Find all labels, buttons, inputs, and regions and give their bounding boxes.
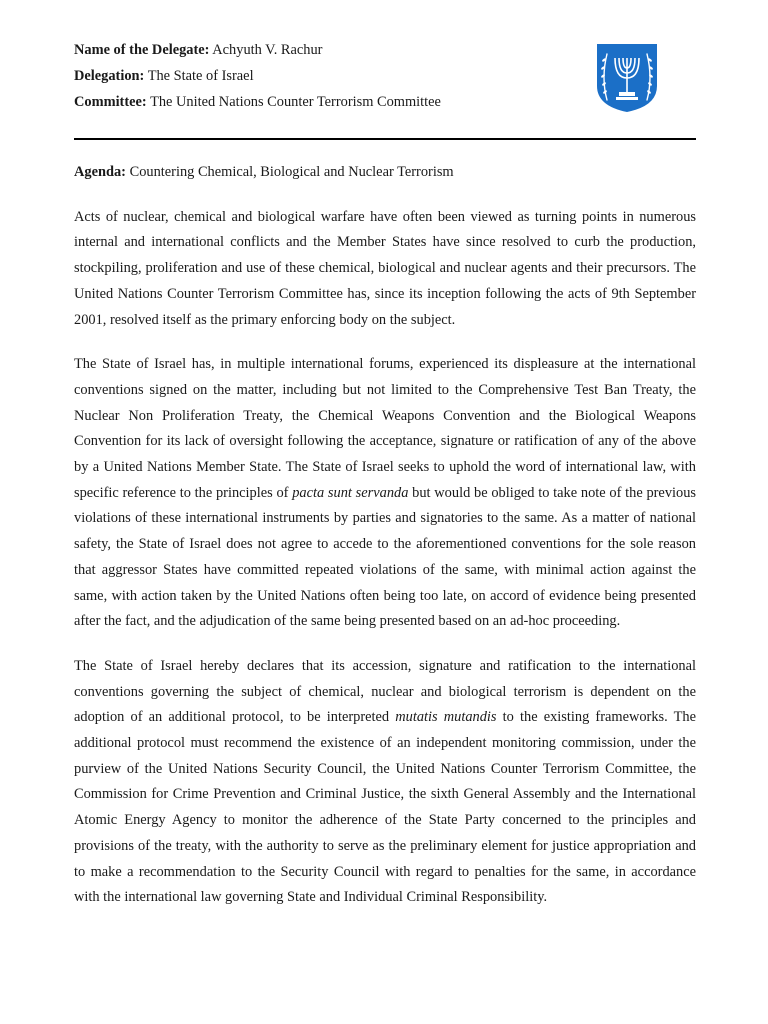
paragraph-2-part-1: The State of Israel has, in multiple international forums, experienced its displeasure at the international conventions signed on the matter, including but not limited to the Comprehensive Test Ban Treaty, the Nuclear Non Proliferation Treaty, the Chemical Weapons Convention and the Biological Weapons Convention for its lack of oversight following the acceptance, signature or ratification of any of the above by a United Nations Member State. The State of Israel seeks to uphold the word of international law, with specific reference to the principles of [74,356,696,501]
delegate-label: Name of the Delegate: [74,42,210,58]
latin-phrase-mutatis-mutandis: mutatis mutandis [395,709,497,726]
delegate-line [74,41,554,59]
delegate-header [74,41,554,119]
agenda-title: Countering Chemical, Biological and Nuclear Terrorism [129,164,454,180]
delegate-name: Achyuth V. Rachur [212,42,323,58]
committee-label: Committee: [74,94,147,110]
agenda-label: Agenda: [74,164,126,180]
delegation-label: Delegation: [74,68,145,84]
committee-line [74,93,554,111]
paragraph-3-part-1: The State of Israel hereby declares that its accession, signature and ratification to the international conventions governing the subject of chemical, nuclear and biological terrorism is dependent on the adoption of an additional protocol, to be interpreted [74,657,696,726]
paragraph-3-part-2: to the existing frameworks. The additional protocol must recommend the existence of an independent monitoring commission, under the purview of the United Nations Security Council, the United Nations Counter Terrorism Committee, the Commission for Crime Prevention and Criminal Justice, the sixth General Assembly and the International Atomic Energy Agency to monitor the adherence of the State Party concerned to the principles and provisions of the treaty, with the authority to serve as the preliminary element for justice appropriation and to make a recommendation to the Security Council with regard to penalties for the same, in accordance with the international law governing State and Individual Criminal Responsibility. [74,709,696,906]
delegation-line [74,67,554,85]
paragraph-2 [74,352,696,635]
latin-phrase-pacta-sunt-servanda: pacta sunt servanda [292,484,409,501]
header-divider [74,138,696,140]
paragraph-2-part-2: but would be obliged to take note of the previous violations of these international instruments by parties and signatories to the same. As a matter of national safety, the State of Israel does not agree to accede to the aforementioned conventions for the sole reason that aggressor States have committed repeated violations of the same, with minimal action against the same, with action taken by the United Nations often being too late, on accord of evidence being presented after the fact, and the adjudication of the same being presented based on an ad-hoc proceeding. [74,484,696,630]
committee-name: The United Nations Counter Terrorism Committee [150,94,441,110]
delegation-name: The State of Israel [147,68,254,84]
paragraph-3 [74,654,696,911]
agenda-line [74,160,696,186]
paragraph-1: Acts of nuclear, chemical and biological warfare have often been viewed as turning points in numerous internal and international conflicts and the Member States have since resolved to curb the production, stockpiling, proliferation and use of these chemical, biological and nuclear agents and their precursors. The United Nations Counter Terrorism Committee has, since its inception following the acts of 9th September 2001, resolved itself as the primary enforcing body on the subject. [74,208,696,328]
document-body [74,160,696,911]
emblem-of-israel-icon [595,42,659,114]
